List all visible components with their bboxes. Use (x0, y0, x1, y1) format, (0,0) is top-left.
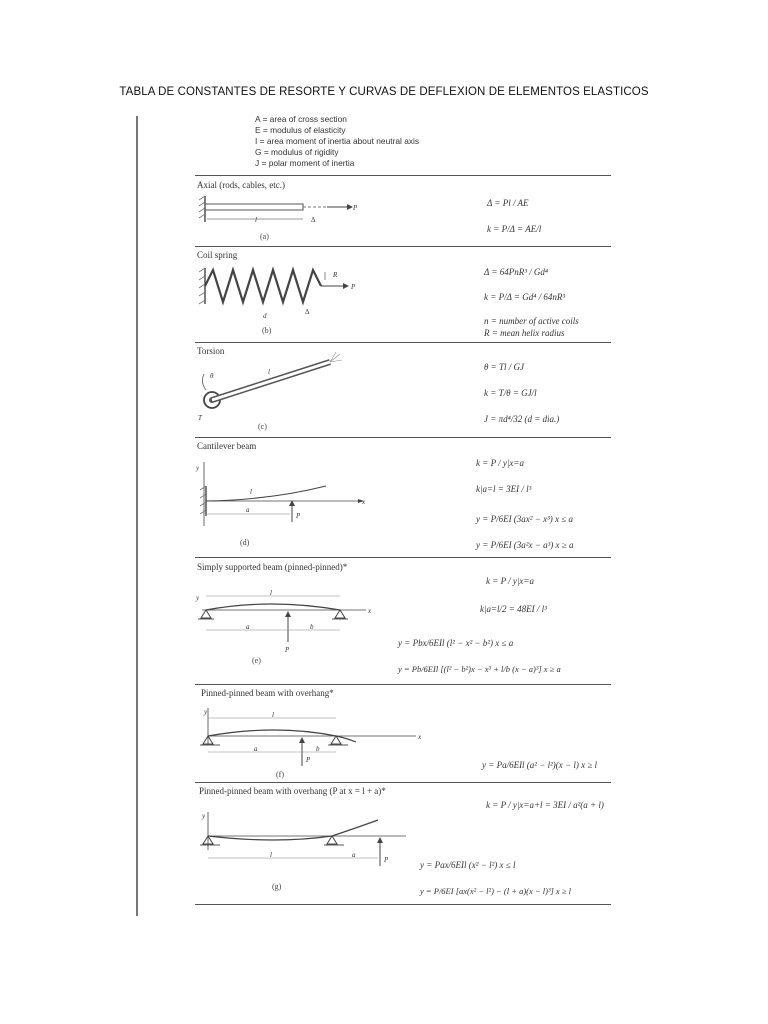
svg-text:x: x (362, 498, 366, 506)
section-heading-overhang-load: Pinned-pinned beam with overhang (P at x = l + a)* (199, 786, 386, 796)
symbol-legend (255, 114, 419, 169)
coil-spring-diagram (197, 262, 367, 322)
svg-text:l: l (270, 851, 272, 859)
formula-overhang-load-stiffness: k = P / y|x=a+l = 3EI / a²(a + l) (486, 800, 604, 810)
figure-label-g: (g) (272, 882, 282, 891)
formula-torsion-angle: θ = Tl / GJ (484, 362, 524, 372)
formula-cantilever-deflection-2: y = P/6EI (3a²x − a³) x ≥ a (476, 540, 574, 550)
overhang-beam-diagram (196, 704, 436, 772)
formula-overhang-deflection: y = Pa/6EIl (a² − l²)(x − l) x ≥ l (482, 760, 598, 770)
note-helix-radius: R = mean helix radius (484, 328, 565, 338)
section-heading-axial: Axial (rods, cables, etc.) (197, 180, 285, 190)
svg-text:l: l (250, 488, 252, 496)
formula-simply-deflection-2: y = Pb/6EIl [(l² − b²)x − x³ + l/b (x − a)³] x ≥ a (398, 664, 561, 674)
scan-margin-line (136, 116, 138, 916)
section-divider (195, 437, 611, 438)
formula-axial-deflection: Δ = Pl / AE (487, 198, 529, 208)
svg-text:x: x (418, 733, 422, 741)
svg-text:l: l (255, 216, 257, 224)
svg-text:Δ: Δ (305, 308, 310, 316)
svg-text:b: b (310, 623, 314, 631)
svg-text:y: y (204, 708, 208, 716)
section-divider (195, 782, 611, 783)
formula-cantilever-stiffness: k = P / y|x=a (476, 458, 524, 468)
figure-label-c: (c) (258, 422, 267, 431)
svg-text:y: y (202, 812, 206, 820)
section-heading-simply-supported: Simply supported beam (pinned-pinned)* (197, 562, 348, 572)
formula-simply-mid-stiffness: k|a=l/2 = 48EI / l³ (480, 604, 547, 614)
formula-overhang-load-deflection-1: y = Pax/6EIl (x² − l²) x ≤ l (420, 860, 516, 870)
page-title: TABLA DE CONSTANTES DE RESORTE Y CURVAS DE DEFLEXION DE ELEMENTOS ELASTICOS (119, 86, 649, 98)
formula-overhang-load-deflection-2: y = P/6EI [ax(x² − l²) − (l + a)(x − l)³] x ≥ l (420, 886, 571, 896)
svg-text:y: y (196, 594, 200, 602)
section-divider (195, 684, 611, 685)
note-active-coils: n = number of active coils (484, 316, 579, 326)
svg-text:a: a (246, 623, 250, 631)
formula-torsion-stiffness: k = T/θ = GJ/l (484, 388, 537, 398)
torsion-shaft-diagram (190, 352, 350, 422)
svg-text:T: T (198, 414, 202, 422)
svg-text:P: P (353, 204, 358, 212)
section-divider (195, 246, 611, 247)
legend-line: A = area of cross section (255, 114, 347, 124)
figure-label-e: (e) (252, 656, 261, 665)
section-heading-torsion: Torsion (197, 346, 225, 356)
svg-text:b: b (316, 745, 320, 753)
cantilever-beam-diagram (190, 456, 370, 536)
formula-coil-deflection: Δ = 64PnR³ / Gd⁴ (484, 267, 549, 277)
svg-text:y: y (196, 464, 200, 472)
legend-line: E = modulus of elasticity (255, 125, 346, 135)
legend-line: I = area moment of inertia about neutral axis (255, 136, 420, 146)
svg-text:a: a (352, 851, 356, 859)
svg-text:x: x (368, 607, 372, 615)
simply-supported-beam-diagram (190, 586, 380, 656)
figure-label-d: (d) (240, 538, 250, 547)
svg-text:R: R (333, 271, 338, 279)
formula-cantilever-tip-stiffness: k|a=l = 3EI / l³ (476, 484, 532, 494)
formula-coil-stiffness: k = P/Δ = Gd⁴ / 64nR³ (484, 292, 566, 302)
svg-text:l: l (268, 368, 270, 376)
formula-simply-stiffness: k = P / y|x=a (486, 576, 534, 586)
legend-line: J = polar moment of inertia (255, 158, 355, 168)
svg-text:P: P (296, 512, 301, 520)
svg-text:d: d (263, 312, 267, 320)
svg-text:P: P (306, 756, 311, 764)
svg-text:P: P (285, 646, 290, 654)
svg-text:P: P (351, 283, 356, 291)
overhang-end-load-diagram (196, 806, 406, 872)
formula-polar-moment: J = πd⁴/32 (d = dia.) (484, 414, 560, 424)
section-heading-coil: Coil spring (197, 250, 238, 260)
figure-label-a: (a) (260, 232, 269, 241)
svg-text:θ: θ (210, 372, 214, 380)
legend-line: G = modulus of rigidity (255, 147, 339, 157)
svg-text:a: a (254, 745, 258, 753)
figure-label-f: (f) (276, 770, 284, 779)
figure-label-b: (b) (262, 326, 272, 335)
section-heading-overhang: Pinned-pinned beam with overhang* (201, 688, 334, 698)
svg-text:Δ: Δ (311, 216, 316, 224)
section-divider (195, 904, 611, 905)
formula-simply-deflection-1: y = Pbx/6EIl (l² − x² − b²) x ≤ a (398, 638, 514, 648)
formula-axial-stiffness: k = P/Δ = AE/l (487, 224, 542, 234)
svg-text:a: a (246, 506, 250, 514)
section-heading-cantilever: Cantilever beam (197, 441, 257, 451)
section-divider (195, 342, 611, 343)
svg-text:l: l (272, 711, 274, 719)
section-divider (195, 557, 611, 558)
section-divider (195, 175, 611, 176)
svg-text:l: l (270, 589, 272, 597)
svg-text:P: P (384, 856, 389, 864)
axial-rod-diagram (197, 192, 367, 244)
formula-cantilever-deflection-1: y = P/6EI (3ax² − x³) x ≤ a (476, 514, 573, 524)
